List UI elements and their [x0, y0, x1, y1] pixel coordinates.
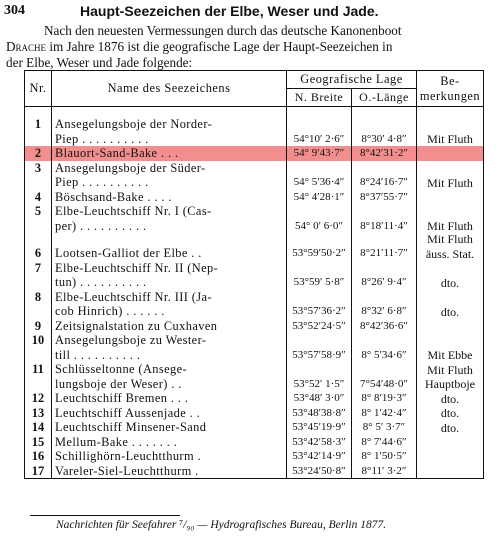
header-lage: Geografische Lage: [287, 71, 417, 89]
header-laenge: O.-Länge: [352, 89, 417, 107]
row-latitude: 54° 9′43·7″: [287, 146, 352, 161]
row-remark: Hauptboje: [417, 377, 484, 392]
page-title: Haupt-Seezeichen der Elbe, Weser und Jade.: [80, 3, 379, 19]
table-row: [25, 464, 484, 479]
header-remarks: [417, 71, 484, 107]
row-name: per) . . . . . . . . . .: [52, 219, 287, 234]
row-longitude: 8°42′31·2″: [352, 146, 417, 161]
row-longitude: 8° 5′ 3·7″: [352, 420, 417, 435]
table-row: [25, 348, 484, 363]
row-number: 15: [25, 435, 52, 450]
row-name: Schlüsseltonne (Ansege-: [52, 362, 287, 377]
row-longitude: [352, 261, 417, 276]
row-longitude: [352, 161, 417, 176]
row-name: Schillighörn-Leuchtthurm .: [52, 449, 287, 464]
row-number: 1: [25, 117, 52, 132]
row-name: Lootsen-Galliot der Elbe . .: [52, 246, 287, 261]
table-row: [25, 290, 484, 305]
table-row: [25, 175, 484, 190]
row-name: Böschsand-Bake . . . .: [52, 190, 287, 205]
row-number: 2: [25, 146, 52, 161]
row-name: Elbe-Leuchtschiff Nr. I (Cas-: [52, 204, 287, 219]
table-row: [25, 377, 484, 392]
row-remark: dto.: [417, 420, 484, 435]
row-remark: [417, 290, 484, 305]
row-number: 8: [25, 290, 52, 305]
row-latitude: [287, 204, 352, 219]
footer-source: Nachrichten für Seefahrer ⁷/₉₀ — Hydrografisches Bureau, Berlin 1877.: [56, 519, 387, 531]
row-number: 7: [25, 261, 52, 276]
row-name: tun) . . . . . . . . . .: [52, 275, 287, 290]
row-number: 16: [25, 449, 52, 464]
row-name: Piep . . . . . . . . . .: [52, 132, 287, 147]
row-remark: dto.: [417, 391, 484, 406]
row-longitude: [352, 204, 417, 219]
page-number: 304: [4, 3, 25, 18]
row-remark: [417, 449, 484, 464]
row-longitude: 8°30′ 4·8″: [352, 132, 417, 147]
table-body: [25, 107, 484, 479]
table-row: [25, 190, 484, 205]
row-number: 10: [25, 333, 52, 348]
row-longitude: 8° 7′44·6″: [352, 435, 417, 450]
row-latitude: [287, 362, 352, 377]
row-latitude: [287, 261, 352, 276]
row-remark: [417, 319, 484, 334]
row-longitude: 8°24′16·7″: [352, 175, 417, 190]
seezeichen-table: [24, 70, 484, 479]
row-remark: [417, 464, 484, 479]
table-row: [25, 362, 484, 377]
table-row: [25, 275, 484, 290]
row-remark: [417, 146, 484, 161]
row-name: Ansegelungsboje der Norder-: [52, 117, 287, 132]
table-row: [25, 406, 484, 421]
table-row: [25, 161, 484, 176]
row-latitude: 53°48′38·8″: [287, 406, 352, 421]
row-latitude: 53°42′14·9″: [287, 449, 352, 464]
row-longitude: 8°37′55·7″: [352, 190, 417, 205]
row-longitude: 8°26′ 9·4″: [352, 275, 417, 290]
row-number: 12: [25, 391, 52, 406]
row-name: Leuchtschiff Bremen . . .: [52, 391, 287, 406]
row-longitude: [352, 333, 417, 348]
row-number: [25, 304, 52, 319]
row-number: 3: [25, 161, 52, 176]
row-longitude: 7°54′48·0″: [352, 377, 417, 392]
row-remark: [417, 204, 484, 219]
header-nr: Nr.: [25, 71, 52, 107]
row-remark: Mit Fluth: [417, 219, 484, 234]
row-number: 6: [25, 246, 52, 261]
row-latitude: [287, 117, 352, 132]
row-remark: Mit Ebbe: [417, 348, 484, 363]
row-number: 9: [25, 319, 52, 334]
row-number: [25, 275, 52, 290]
row-latitude: 53°42′58·3″: [287, 435, 352, 450]
row-name: Zeitsignalstation zu Cuxhaven: [52, 319, 287, 334]
row-longitude: 8°18′11·4″: [352, 219, 417, 234]
row-name: Mellum-Bake . . . . . . .: [52, 435, 287, 450]
row-remark: [417, 117, 484, 132]
row-remark: [417, 161, 484, 176]
row-latitude: 54° 0′ 6·0″: [287, 219, 352, 234]
row-remark: Mit Fluth: [417, 132, 484, 147]
row-latitude: 53°59′ 5·8″: [287, 275, 352, 290]
row-longitude: [352, 233, 417, 246]
table-row: [25, 219, 484, 234]
row-longitude: 8° 1′50·5″: [352, 449, 417, 464]
row-remark: Mit Fluth: [417, 175, 484, 190]
row-name: [52, 233, 287, 246]
intro-paragraph: [6, 23, 496, 71]
row-remark: [417, 261, 484, 276]
header-remarks-1: Be-: [440, 73, 460, 88]
row-longitude: 8° 8′19·3″: [352, 391, 417, 406]
row-latitude: 53°52′ 1·5″: [287, 377, 352, 392]
row-remark: dto.: [417, 275, 484, 290]
table-row: [25, 233, 484, 246]
row-number: [25, 233, 52, 246]
row-remark: [417, 435, 484, 450]
ship-name: Drache: [6, 39, 47, 54]
row-name: Blauort-Sand-Bake . . .: [52, 146, 287, 161]
row-name: Elbe-Leuchtschiff Nr. III (Ja-: [52, 290, 287, 305]
row-number: [25, 132, 52, 147]
intro-line-2: [6, 39, 496, 55]
header-name: Name des Seezeichens: [52, 71, 287, 107]
row-longitude: [352, 362, 417, 377]
row-number: [25, 175, 52, 190]
row-number: 11: [25, 362, 52, 377]
row-name: Vareler-Siel-Leuchtthurm .: [52, 464, 287, 479]
row-number: 13: [25, 406, 52, 421]
row-name: lungsboje der Weser) . .: [52, 377, 287, 392]
row-longitude: 8°21′11·7″: [352, 246, 417, 261]
table-row: [25, 204, 484, 219]
row-latitude: 53°24′50·8″: [287, 464, 352, 479]
table-row: [25, 449, 484, 464]
table-row: [25, 132, 484, 147]
row-latitude: 53°59′50·2″: [287, 246, 352, 261]
row-number: [25, 219, 52, 234]
row-number: [25, 377, 52, 392]
row-latitude: [287, 161, 352, 176]
row-number: 5: [25, 204, 52, 219]
table-row: [25, 304, 484, 319]
row-latitude: [287, 233, 352, 246]
row-latitude: [287, 290, 352, 305]
table-row: [25, 333, 484, 348]
row-remark: Mit Fluth: [417, 233, 484, 246]
row-number: [25, 348, 52, 363]
table-row: [25, 391, 484, 406]
row-number: 4: [25, 190, 52, 205]
row-latitude: 53°48′ 3·0″: [287, 391, 352, 406]
row-longitude: 8°11′ 3·2″: [352, 464, 417, 479]
table-row: [25, 319, 484, 334]
row-remark: dto.: [417, 304, 484, 319]
table-spacer: [25, 107, 484, 118]
row-name: Elbe-Leuchtschiff Nr. II (Nep-: [52, 261, 287, 276]
row-latitude: [287, 333, 352, 348]
row-longitude: 8° 1′42·4″: [352, 406, 417, 421]
row-number: 17: [25, 464, 52, 479]
row-longitude: 8° 5′34·6″: [352, 348, 417, 363]
row-latitude: 53°45′19·9″: [287, 420, 352, 435]
row-remark: äuss. Stat.: [417, 246, 484, 261]
intro-line-3: der Elbe, Weser und Jade folgende:: [6, 55, 193, 70]
header-remarks-2: merkungen: [419, 88, 481, 103]
row-longitude: [352, 117, 417, 132]
table-row: [25, 261, 484, 276]
table-row: [25, 117, 484, 132]
row-remark: Mit Fluth: [417, 362, 484, 377]
table-row: [25, 435, 484, 450]
intro-line-2-rest: im Jahre 1876 ist die geografische Lage der Haupt-Seezeichen in: [49, 39, 393, 54]
row-name: Ansegelungsboje zu Wester-: [52, 333, 287, 348]
row-remark: [417, 190, 484, 205]
row-longitude: 8°42′36·6″: [352, 319, 417, 334]
row-name: cob Hinrich) . . . . . .: [52, 304, 287, 319]
row-remark: [417, 333, 484, 348]
row-name: Piep . . . . . . . . . .: [52, 175, 287, 190]
row-number: 14: [25, 420, 52, 435]
row-latitude: 54°10′ 2·6″: [287, 132, 352, 147]
row-longitude: [352, 290, 417, 305]
row-latitude: 53°57′58·9″: [287, 348, 352, 363]
row-latitude: 53°57′36·2″: [287, 304, 352, 319]
header-breite: N. Breite: [287, 89, 352, 107]
table-row-highlighted: [25, 146, 484, 161]
row-name: Leuchtschiff Aussenjade . .: [52, 406, 287, 421]
table-row: [25, 420, 484, 435]
row-latitude: 54° 4′28·1″: [287, 190, 352, 205]
row-longitude: 8°32′ 6·8″: [352, 304, 417, 319]
row-name: till . . . . . . . . . .: [52, 348, 287, 363]
row-remark: dto.: [417, 406, 484, 421]
row-name: Leuchtschiff Minsener-Sand: [52, 420, 287, 435]
row-latitude: 54° 5′36·4″: [287, 175, 352, 190]
footer-rule: [30, 515, 180, 516]
table-row: [25, 246, 484, 261]
intro-line-1: Nach den neuesten Vermessungen durch das deutsche Kanonenboot: [44, 23, 402, 38]
row-name: Ansegelungsboje der Süder-: [52, 161, 287, 176]
row-latitude: 53°52′24·5″: [287, 319, 352, 334]
